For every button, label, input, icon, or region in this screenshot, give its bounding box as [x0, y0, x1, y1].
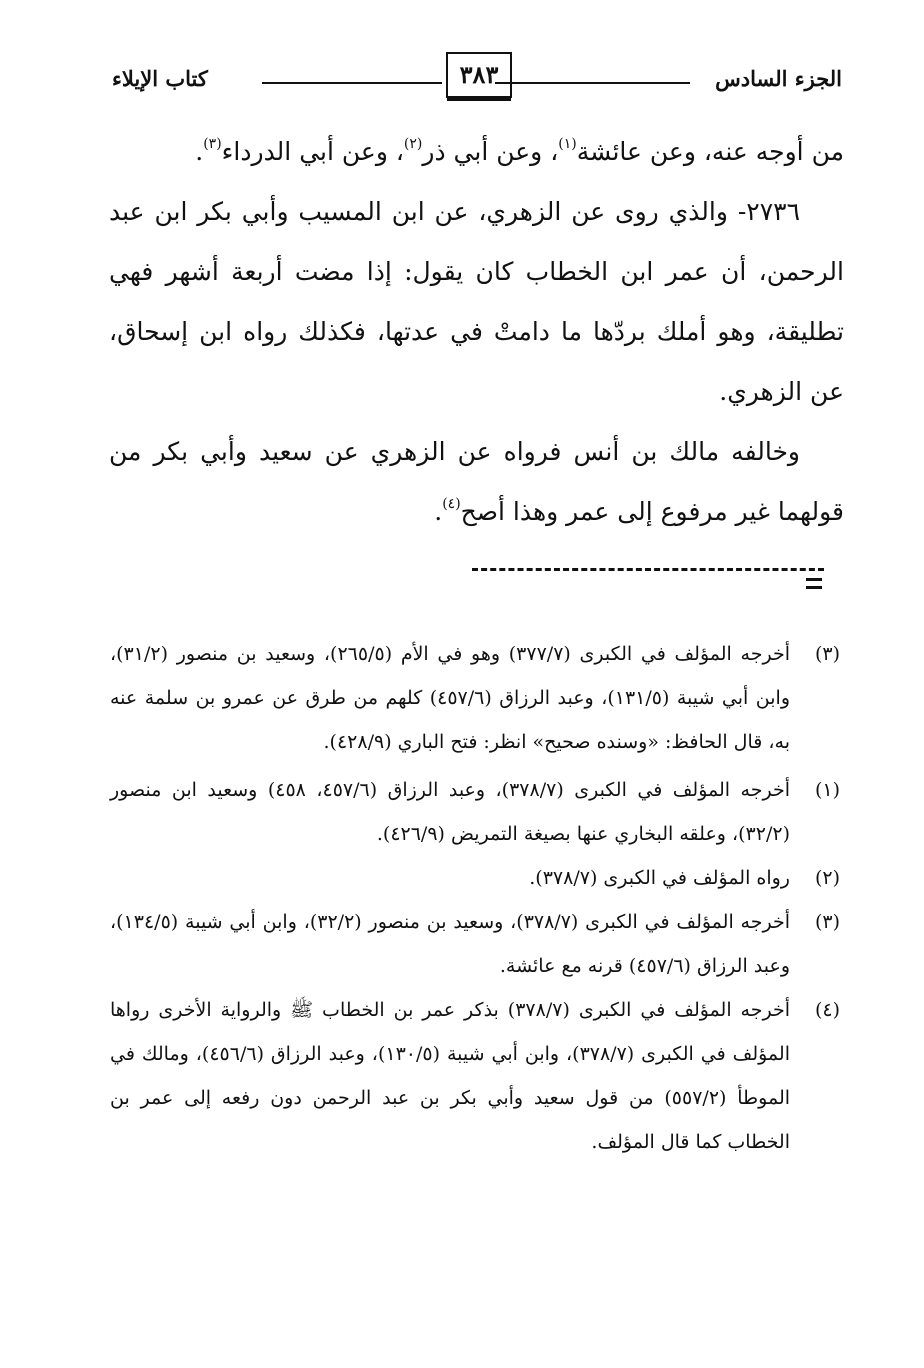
header-rule-right [495, 82, 690, 84]
footnote-number: (٤) [814, 999, 840, 1021]
page-number: ٣٨٣ [446, 52, 512, 98]
footnote-text: رواه المؤلف في الكبرى (٣٧٨/٧). [529, 867, 790, 889]
footnote-text: أخرجه المؤلف في الكبرى (٣٧٨/٧)، وعبد الرزاق (٤٥٧/٦، ٤٥٨) وسعيد ابن منصور (٣٢/٢)، وعلقه البخاري عنها بصيغة التمريض (٤٢٦/٩). [110, 779, 790, 845]
footnote-separator [472, 568, 824, 571]
footnote-number: (٣) [814, 643, 840, 665]
footnote-number: (٢) [814, 867, 840, 889]
main-text [109, 122, 844, 542]
footnote-marker: (١) [558, 136, 577, 152]
footnote-item [110, 768, 840, 856]
paragraph-3 [109, 422, 844, 542]
footnotes [110, 632, 840, 1164]
book-title: كتاب الإيلاء [112, 66, 208, 91]
footnote-number: (١) [814, 779, 840, 801]
separator-equals-mark [806, 578, 822, 594]
paragraph-1 [109, 122, 844, 182]
running-header [112, 52, 842, 108]
footnote-text: أخرجه المؤلف في الكبرى (٣٧٨/٧)، وسعيد بن منصور (٣٢/٢)، وابن أبي شيبة (١٣٤/٥)، وعبد الرزاق (٤٥٧/٦) قرنه مع عائشة. [110, 911, 790, 977]
footnote-item [110, 856, 840, 900]
footnote-text: أخرجه المؤلف في الكبرى (٣٧٧/٧) وهو في الأم (٢٦٥/٥)، وسعيد بن منصور (٣١/٢)، وابن أبي شيبة (١٣١/٥)، وعبد الرزاق (٤٥٧/٦) كلهم من طرق عن عمرو بن سلمة عنه به، قال الحافظ: «وسنده صحيح» انظر: فتح الباري (٤٢٨/٩). [110, 643, 790, 753]
paragraph-2736: ٢٧٣٦- والذي روى عن الزهري، عن ابن المسيب وأبي بكر ابن عبد الرحمن، أن عمر ابن الخطاب كان يقول: إذا مضت أربعة أشهر فهي تطليقة، وهو أملك بردّها ما دامتْ في عدتها، فكذلك رواه ابن إسحاق، عن الزهري. [109, 197, 844, 406]
footnote-marker: (٢) [403, 136, 423, 152]
footnote-marker: (٤) [442, 496, 461, 512]
text-span: . [195, 137, 204, 166]
text-span: ، وعن أبي ذر [422, 137, 559, 166]
header-rule-left [262, 82, 442, 84]
footnote-item [110, 988, 840, 1164]
footnote-text: أخرجه المؤلف في الكبرى (٣٧٨/٧) بذكر عمر بن الخطاب ﷺ والرواية الأخرى رواها المؤلف في الكبرى (٣٧٨/٧)، وابن أبي شيبة (١٣٠/٥)، وعبد الرزاق (٤٥٦/٦)، ومالك في الموطأ (٥٥٧/٢) من قول سعيد وأبي بكر بن عبد الرحمن دون رفعه إلى عمر بن الخطاب كما قال المؤلف. [110, 999, 791, 1153]
footnote-number: (٣) [814, 911, 840, 933]
text-span: من أوجه عنه، وعن عائشة [576, 137, 844, 166]
text-span: ، وعن أبي الدرداء [221, 137, 404, 166]
volume-title: الجزء السادس [715, 66, 842, 91]
footnote-marker: (٣) [203, 136, 222, 152]
text-span: . [434, 497, 443, 526]
footnote-carryover [110, 632, 840, 764]
text-span: وخالفه مالك بن أنس فرواه عن الزهري عن سعيد وأبي بكر من قولهما غير مرفوع إلى عمر وهذا أصح [109, 437, 844, 526]
footnote-item [110, 900, 840, 988]
